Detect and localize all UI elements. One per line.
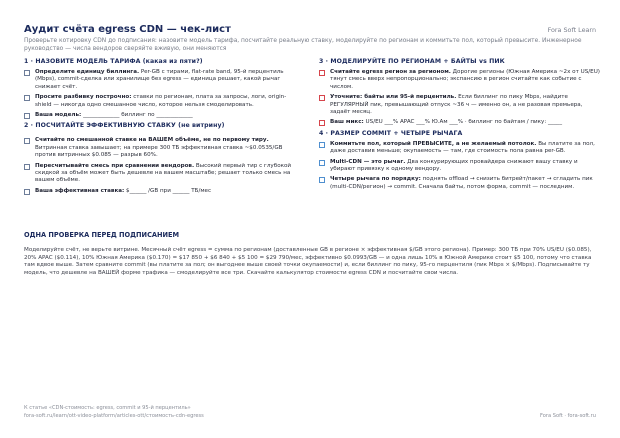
section-3-heading: 3 · МОДЕЛИРУЙТЕ ПО РЕГИОНАМ + БАЙТЫ vs ПИК: [319, 58, 505, 65]
item-lead: Считайте egress регион за регионом.: [330, 69, 451, 75]
item-lead: Пересчитывайте смесь при сравнении вендоров.: [35, 162, 195, 169]
left-column: [24, 56, 302, 195]
footer-url-link[interactable]: fora-soft.ru/learn/ott-video-platform/articles-ott/стоимость-cdn-egress: [24, 413, 204, 419]
checklist-item: [319, 141, 601, 156]
item-text: Высокий первый тир с глубокой скидкой за объём может быть дешевле на вашем масштабе; решает только смесь на вашем объёме.: [35, 162, 292, 184]
header: [24, 24, 596, 36]
check-body: Моделируйте счёт, не верьте витрине. Месячный счёт egress = сумма по регионам (доставленные GB в регионе × эффективная $/GB этого региона). Пример: 300 ТБ при 70% US/EU ($0.085), 20% APAC ($0.114), 10% Южная Америка ($0.170) = $17 850 + $6 840 + $5 100 = $29 790/мес, эффективно $0.0993/GB — и одна лишь 10% в Южной Америке стоит $5 100, потому что ставка там вдвое выше. Затем сравните commit (вы платите за пол; он выгоднее выше своей точки окупаемости) и, если биллинг по пику, 95-го перцентиля (пик Mbps × $/Mbps). Подписывайте ту модель, что дешевле на ВАШЕЙ форме трафика — смоделируйте все три. Скачайте калькулятор стоимости egress CDN и посчитайте свои числа.: [24, 247, 592, 276]
checkbox-icon[interactable]: [24, 70, 30, 76]
item-text: ставки по регионам, плата за запросы, логи, origin-shield — никогда одно смешанное число, которое нельзя смоделировать.: [35, 94, 287, 108]
item-text: _____________ биллинг по _____________: [81, 112, 193, 119]
item-text: Вы платите за пол, даже доставив меньше; окупаемость — там, где стоимость пола равна per-GB.: [330, 140, 595, 155]
checkbox-icon[interactable]: [24, 113, 30, 119]
checklist-item: [319, 94, 601, 116]
item-text: Витринная ставка завышает; на примере 300 ТБ эффективная ставка ~$0.0535/GB против витринных $0.085 — разрыв 60%.: [35, 144, 283, 159]
checkbox-icon[interactable]: [319, 177, 325, 183]
checklist-item: [24, 137, 302, 159]
item-lead: Ваш микс:: [330, 119, 364, 126]
checklist-item: [319, 69, 601, 91]
item-lead: Уточните: байты или 95-й перцентиль.: [330, 94, 457, 101]
section-1-heading: 1 · НАЗОВИТЕ МОДЕЛЬ ТАРИФА (какая из пяти?): [24, 58, 203, 65]
item-text: Два конкурирующих провайдера снижают вашу ставку и убирают привязку к одному вендору.: [330, 158, 578, 173]
checklist-item: [319, 119, 601, 126]
page-subtitle: Проверьте котировку CDN до подписания: назовите модель тарифа, посчитайте реальную ставку, моделируйте по регионам и коммитьте пол, который превысите. Инженерное руководство — числа вендоров сверяйте вживую, они меняются: [24, 38, 582, 52]
right-column: [319, 56, 601, 191]
item-lead: Четыре рычага по порядку:: [330, 176, 421, 183]
checklist-item: [24, 112, 302, 119]
checklist-item: [24, 163, 302, 185]
checklist-item: [319, 159, 601, 174]
checkbox-icon[interactable]: [319, 120, 325, 126]
item-lead: Multi-CDN — это рычаг.: [330, 158, 406, 165]
checkbox-icon[interactable]: [319, 160, 325, 166]
section-4-heading: 4 · РАЗМЕР COMMIT + ЧЕТЫРЕ РЫЧАГА: [319, 129, 463, 137]
checkbox-icon[interactable]: [24, 164, 30, 170]
check-title: ОДНА ПРОВЕРКА ПЕРЕД ПОДПИСАНИЕМ: [24, 231, 180, 239]
item-lead: Коммитьте пол, который ПРЕВЫСИТЕ, а не желаемый потолок.: [330, 140, 537, 147]
footer-article-ref: К статье «CDN-стоимость: egress, commit и 95-й перцентиль»: [24, 405, 191, 411]
item-text: $______ /GB при ______ ТБ/мес: [124, 187, 212, 194]
checkbox-icon[interactable]: [319, 142, 325, 148]
item-lead: Ваша модель:: [35, 112, 82, 119]
item-lead: Просите разбивку построчно:: [35, 94, 132, 101]
checklist-item: [24, 188, 302, 195]
checklist-item: [319, 176, 601, 191]
section-2-heading: 2 · ПОСЧИТАЙТЕ ЭФФЕКТИВНУЮ СТАВКУ (не витрину): [24, 122, 225, 130]
checkbox-icon[interactable]: [24, 189, 30, 195]
brand-label: Fora Soft Learn: [547, 26, 596, 34]
checkbox-icon[interactable]: [319, 95, 325, 101]
item-text: US/EU ___% APAC ___% Ю.Ам ___% · биллинг по байтам / пику: _____: [363, 119, 562, 126]
footer-brand: Fora Soft · fora-soft.ru: [540, 413, 596, 419]
item-text: Дорогие регионы (Южная Америка ~2x от US/EU) тянут смесь вверх непропорционально; экспансию в регион считайте как событие с числом.: [330, 69, 600, 90]
checklist-item: [24, 94, 302, 109]
checkbox-icon[interactable]: [24, 138, 30, 144]
checkbox-icon[interactable]: [24, 95, 30, 101]
item-lead: Считайте по смешанной ставке на ВАШЕМ объёме, не по первому тиру.: [35, 137, 269, 144]
item-lead: Определите единицу биллинга.: [35, 69, 140, 75]
checklist-item: [24, 69, 302, 91]
item-text: поднять offload → снизить битрейт/пакет → сгладить пик (multi-CDN/регион) → commit. Сначала байты, потом форма, commit — последним.: [330, 176, 593, 190]
page-title: Аудит счёта egress CDN — чек-лист: [24, 24, 231, 35]
checkbox-icon[interactable]: [319, 70, 325, 76]
item-text: Per-GB с тирами, flat-rate band, 95-й перцентиль (Mbps), commit-сделка или хранилище без egress — единица решает, какой рычаг снижает счёт.: [35, 69, 284, 90]
item-text: Если биллинг по пику Mbps, найдите РЕГУЛЯРНЫЙ пик, превышающий отпуск ~36 ч — именно он, а не разовая премьера, задаёт месяц.: [330, 94, 583, 116]
item-lead: Ваша эффективная ставка:: [35, 187, 125, 194]
